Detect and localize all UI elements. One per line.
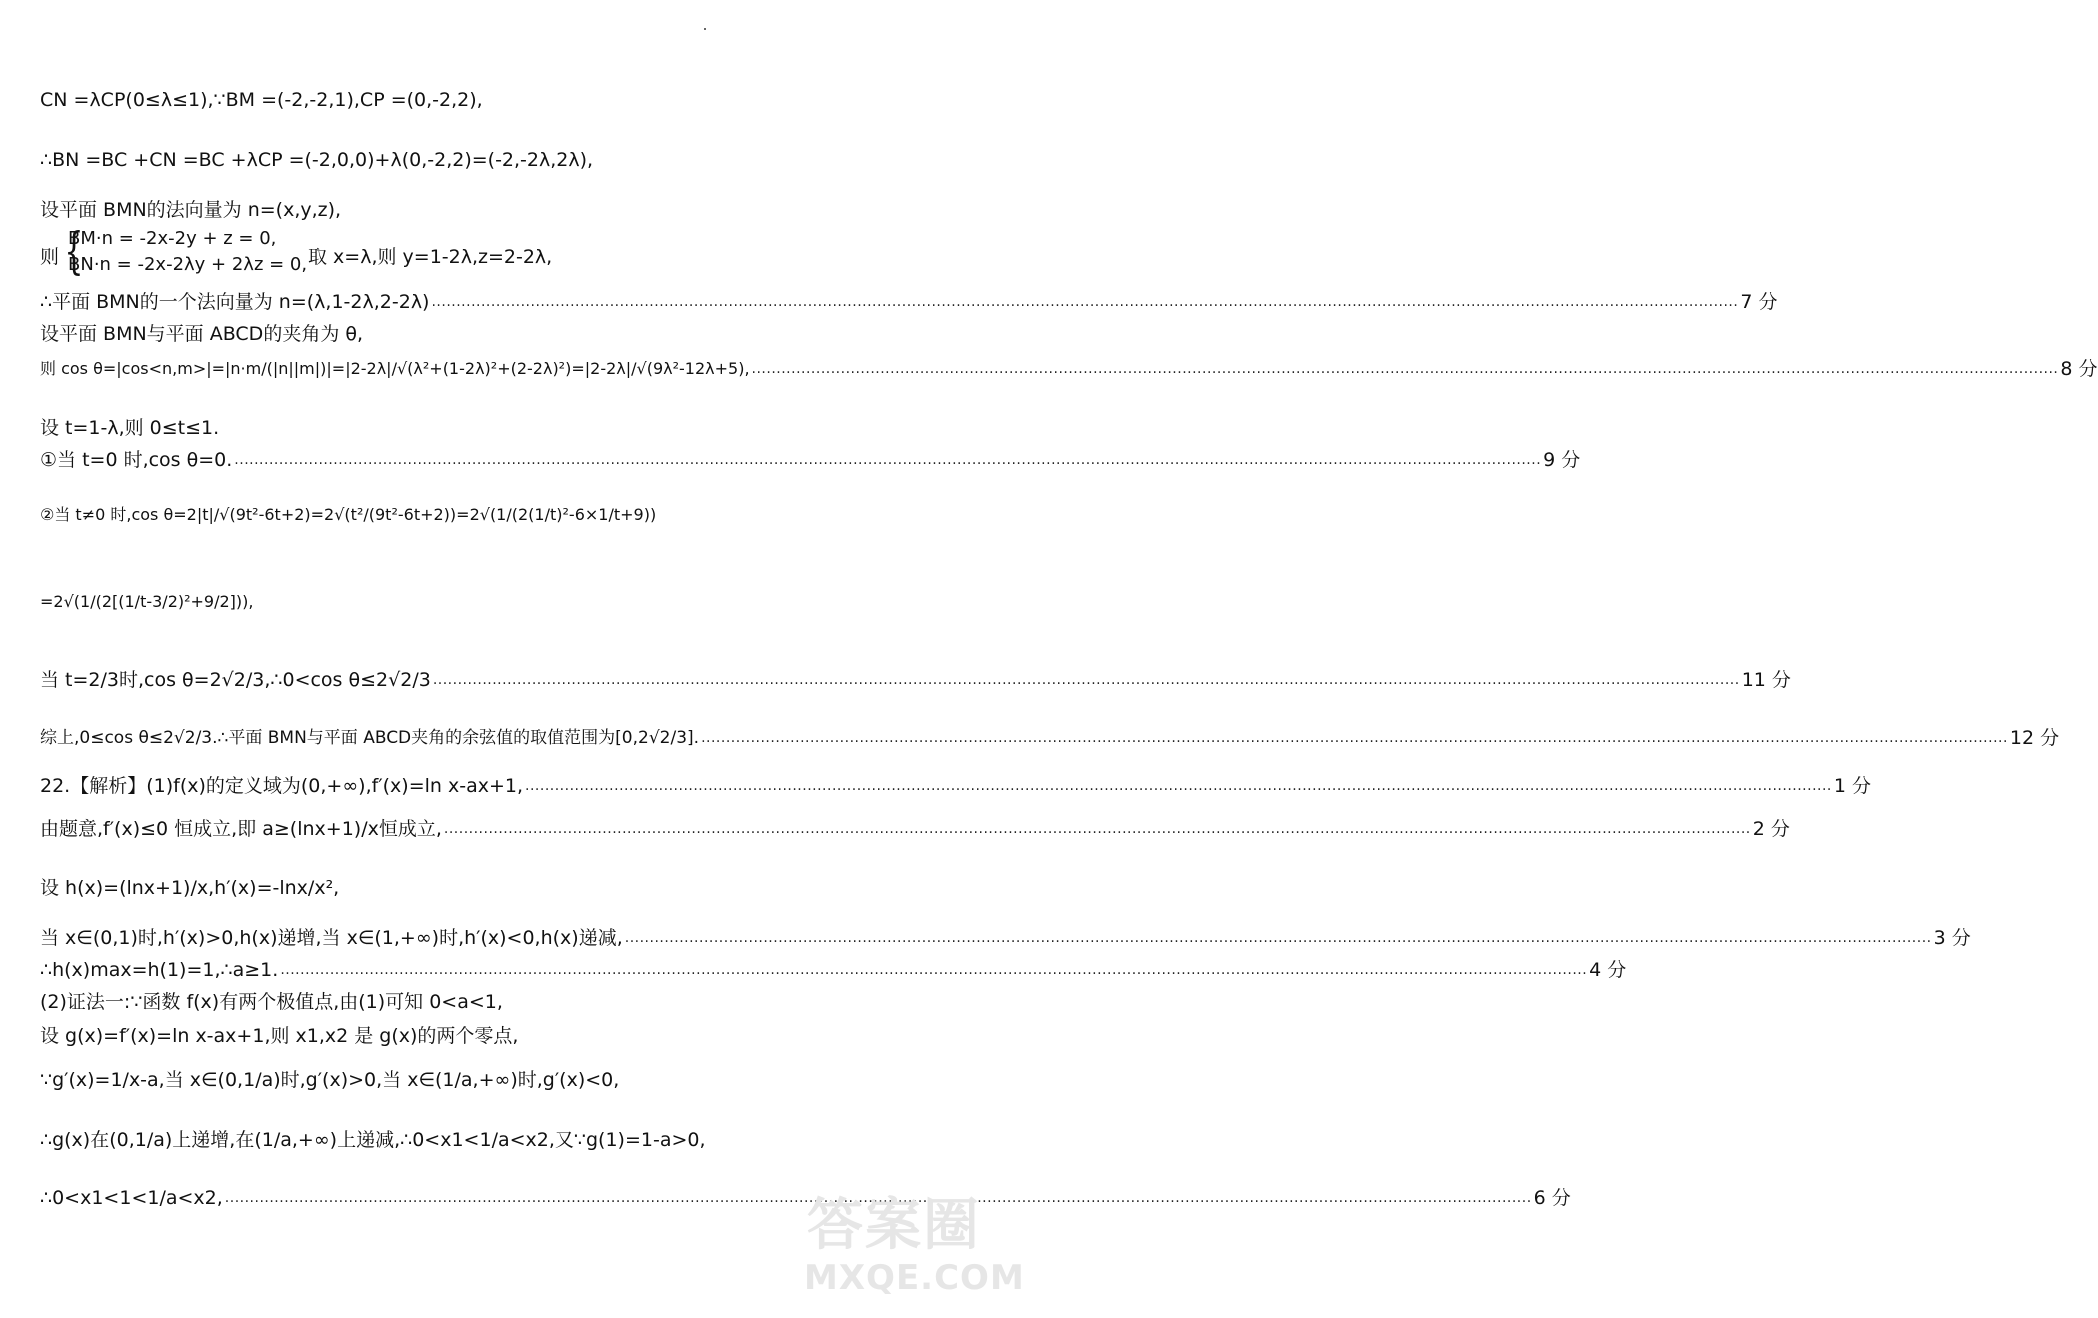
score: 8 分 bbox=[2060, 358, 2098, 380]
line-text: 由题意,f′(x)≤0 恒成立,即 a≥(lnx+1)/x恒成立, bbox=[40, 818, 442, 840]
line-conclusion bbox=[40, 726, 2060, 750]
score: 12 分 bbox=[2009, 727, 2060, 749]
leader-dots bbox=[701, 726, 2008, 750]
line-normal-vector-setup: 设平面 BMN的法向量为 n=(x,y,z), bbox=[40, 199, 342, 221]
score: 11 分 bbox=[1741, 669, 1791, 691]
score: 1 分 bbox=[1833, 775, 1872, 797]
line-text: ∴平面 BMN的一个法向量为 n=(λ,1-2λ,2-2λ) bbox=[40, 291, 430, 313]
leader-dots bbox=[444, 817, 1751, 841]
line-text: ∴0<x1<1<1/a<x2, bbox=[40, 1187, 223, 1209]
system-suffix: 取 x=λ,则 y=1-2λ,z=2-2λ, bbox=[308, 246, 553, 268]
score: 9 分 bbox=[1543, 449, 1581, 471]
line-text: 22.【解析】(1)f(x)的定义域为(0,+∞),f′(x)=ln x-ax+1, bbox=[40, 775, 524, 797]
line-maximum bbox=[40, 668, 1791, 692]
line-bn-vector: ∴BN =BC +CN =BC +λCP =(-2,0,0)+λ(0,-2,2)=(-2,-2λ,2λ), bbox=[40, 149, 594, 171]
leader-dots bbox=[752, 357, 2059, 381]
line-h-definition: 设 h(x)=(lnx+1)/x,h′(x)=-lnx/x², bbox=[40, 877, 340, 899]
line-angle-setup: 设平面 BMN与平面 ABCD的夹角为 θ, bbox=[40, 323, 364, 345]
line-normal-vector-result bbox=[40, 290, 1778, 314]
watermark-cn: 答案圈 bbox=[807, 1193, 981, 1258]
line-q22-condition bbox=[40, 817, 1790, 841]
leader-dots bbox=[625, 926, 1932, 950]
line-case-1 bbox=[40, 448, 1581, 472]
line-g-monotonic: ∴g(x)在(0,1/a)上递增,在(1/a,+∞)上递减,∴0<x1<1/a<x2,又∵g(1)=1-a>0, bbox=[40, 1129, 706, 1151]
system-prefix: 则 bbox=[40, 246, 60, 268]
line-text: 当 x∈(0,1)时,h′(x)>0,h(x)递增,当 x∈(1,+∞)时,h′(x)<0,h(x)递减, bbox=[40, 927, 623, 949]
line-g-derivative: ∵g′(x)=1/x-a,当 x∈(0,1/a)时,g′(x)>0,当 x∈(1/a,+∞)时,g′(x)<0, bbox=[40, 1069, 620, 1091]
leader-dots bbox=[280, 958, 1587, 982]
line-q22-domain bbox=[40, 774, 1872, 798]
leader-dots bbox=[431, 290, 1738, 314]
line-case-2: ②当 t≠0 时,cos θ=2|t|/√(9t²-6t+2)=2√(t²/(9t²-6t+2))=2√(1/(2(1/t)²-6×1/t+9)) bbox=[40, 505, 657, 524]
line-part-2-intro: (2)证法一:∵函数 f(x)有两个极值点,由(1)可知 0<a<1, bbox=[40, 991, 503, 1013]
line-text: ①当 t=0 时,cos θ=0. bbox=[40, 449, 233, 471]
leader-dots bbox=[525, 774, 1832, 798]
line-h-max bbox=[40, 958, 1627, 982]
score: 6 分 bbox=[1533, 1187, 1571, 1209]
system-row-1: BM·n = -2x-2y + z = 0, bbox=[68, 228, 277, 249]
line-text: ∴h(x)max=h(1)=1,∴a≥1. bbox=[40, 959, 279, 981]
watermark-logo bbox=[804, 1193, 1025, 1304]
watermark-en: MXQE.COM bbox=[804, 1258, 1025, 1298]
score: 3 分 bbox=[1933, 927, 1971, 949]
line-g-definition: 设 g(x)=f′(x)=ln x-ax+1,则 x1,x2 是 g(x)的两个零点, bbox=[40, 1025, 519, 1047]
line-text: 当 t=2/3时,cos θ=2√2/3,∴0<cos θ≤2√2/3 bbox=[40, 669, 431, 691]
system-row-2: BN·n = -2x-2λy + 2λz = 0, bbox=[68, 254, 308, 275]
line-h-monotonic bbox=[40, 926, 1971, 950]
line-text: 则 cos θ=|cos<n,m>|=|n·m/(|n||m|)|=|2-2λ|/√(λ²+(1-2λ)²+(2-2λ)²)=|2-2λ|/√(9λ²-12λ+5), bbox=[40, 359, 750, 378]
stray-dot bbox=[704, 28, 706, 30]
line-case-2-continued: =2√(1/(2[(1/t-3/2)²+9/2])), bbox=[40, 592, 254, 611]
line-cn-vector: CN =λCP(0≤λ≤1),∵BM =(-2,-2,1),CP =(0,-2,2), bbox=[40, 89, 483, 111]
line-substitution: 设 t=1-λ,则 0≤t≤1. bbox=[40, 417, 220, 439]
leader-dots bbox=[234, 448, 1541, 472]
system-brace: { bbox=[64, 222, 84, 280]
score: 4 分 bbox=[1589, 959, 1627, 981]
leader-dots bbox=[433, 668, 1740, 692]
line-text: 综上,0≤cos θ≤2√2/3.∴平面 BMN与平面 ABCD夹角的余弦值的取值范围为[0,2√2/3]. bbox=[40, 728, 700, 748]
line-cos-formula bbox=[40, 357, 2098, 381]
score: 2 分 bbox=[1752, 818, 1790, 840]
score: 7 分 bbox=[1740, 291, 1778, 313]
